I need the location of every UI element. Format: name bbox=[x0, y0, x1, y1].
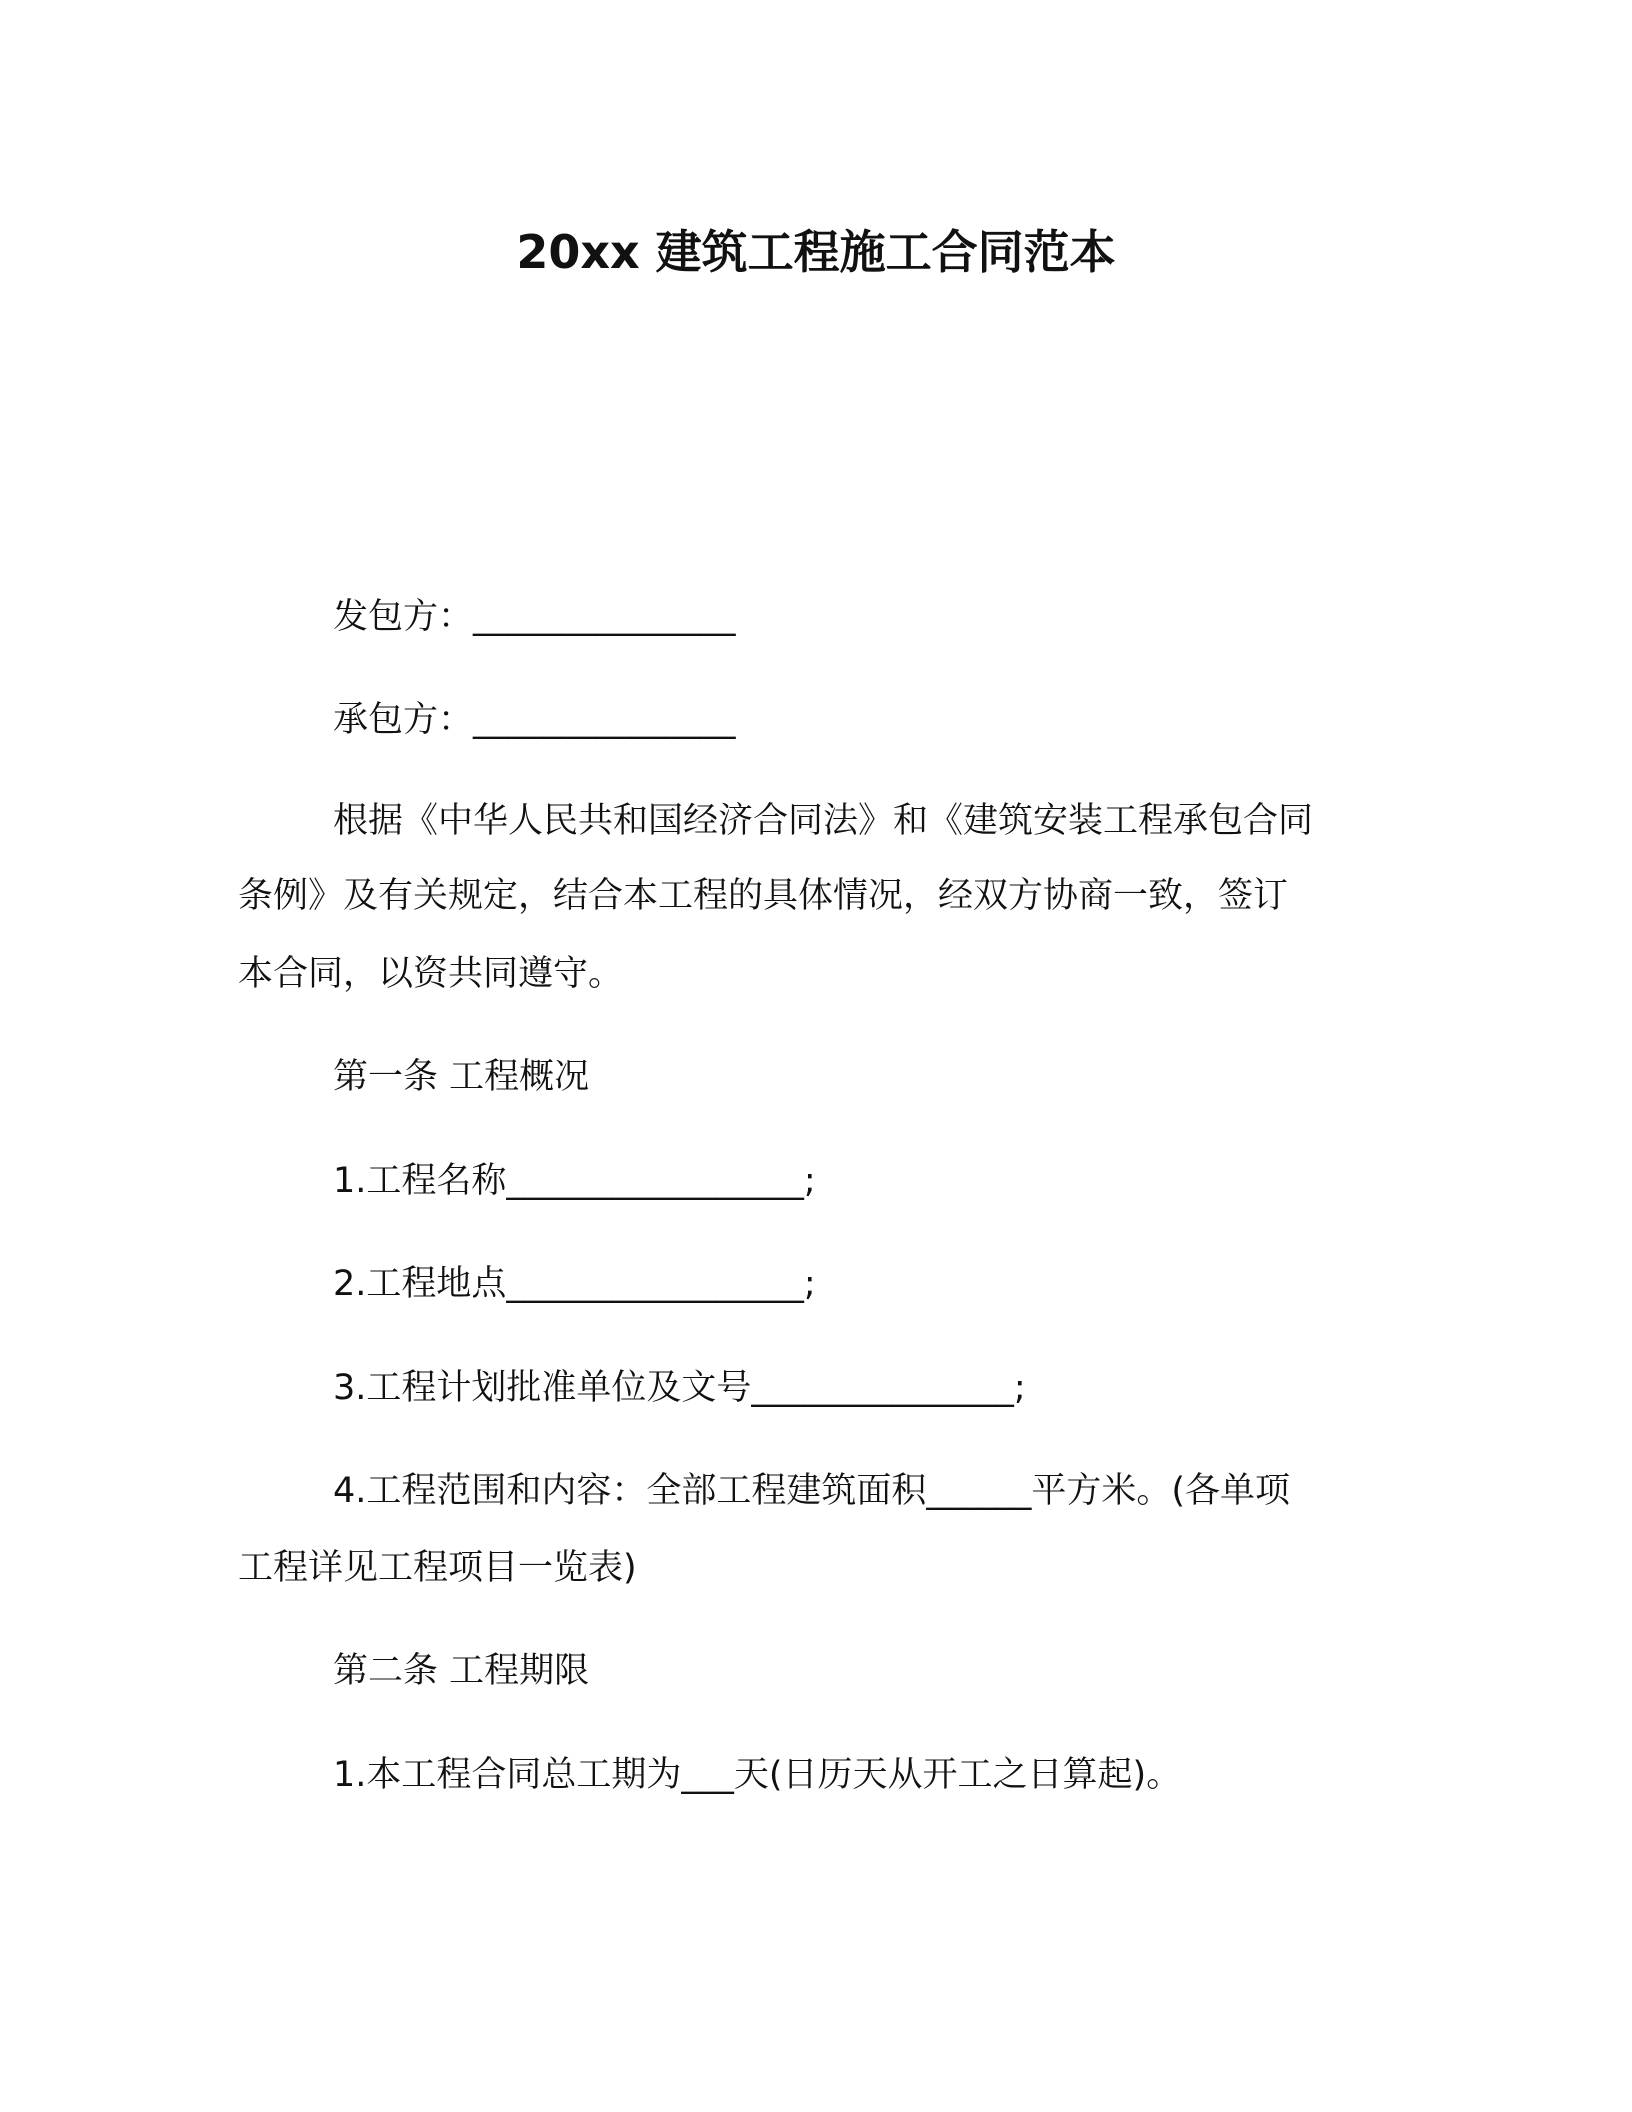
article-1-item-1: 1.工程名称_________________; bbox=[333, 1161, 816, 1201]
article-2-heading: 第二条 工程期限 bbox=[333, 1651, 590, 1691]
party-a-line: 发包方：_______________ bbox=[333, 597, 736, 637]
preamble-line-1: 根据《中华人民共和国经济合同法》和《建筑安装工程承包合同 bbox=[333, 801, 1314, 841]
party-b-line: 承包方：_______________ bbox=[333, 700, 736, 740]
article-1-heading: 第一条 工程概况 bbox=[333, 1057, 590, 1097]
article-1-item-2: 2.工程地点_________________; bbox=[333, 1264, 816, 1304]
article-1-item-4-line-1: 4.工程范围和内容：全部工程建筑面积______平方米。(各单项 bbox=[333, 1471, 1291, 1511]
article-2-item-1: 1.本工程合同总工期为___天(日历天从开工之日算起)。 bbox=[333, 1755, 1182, 1795]
preamble-line-3: 本合同，以资共同遵守。 bbox=[238, 954, 624, 994]
article-1-item-3: 3.工程计划批准单位及文号_______________; bbox=[333, 1368, 1026, 1408]
article-1-item-4-line-2: 工程详见工程项目一览表) bbox=[238, 1548, 637, 1588]
document-title: 20xx 建筑工程施工合同范本 bbox=[516, 225, 1116, 279]
preamble-line-2: 条例》及有关规定，结合本工程的具体情况，经双方协商一致，签订 bbox=[238, 876, 1289, 916]
